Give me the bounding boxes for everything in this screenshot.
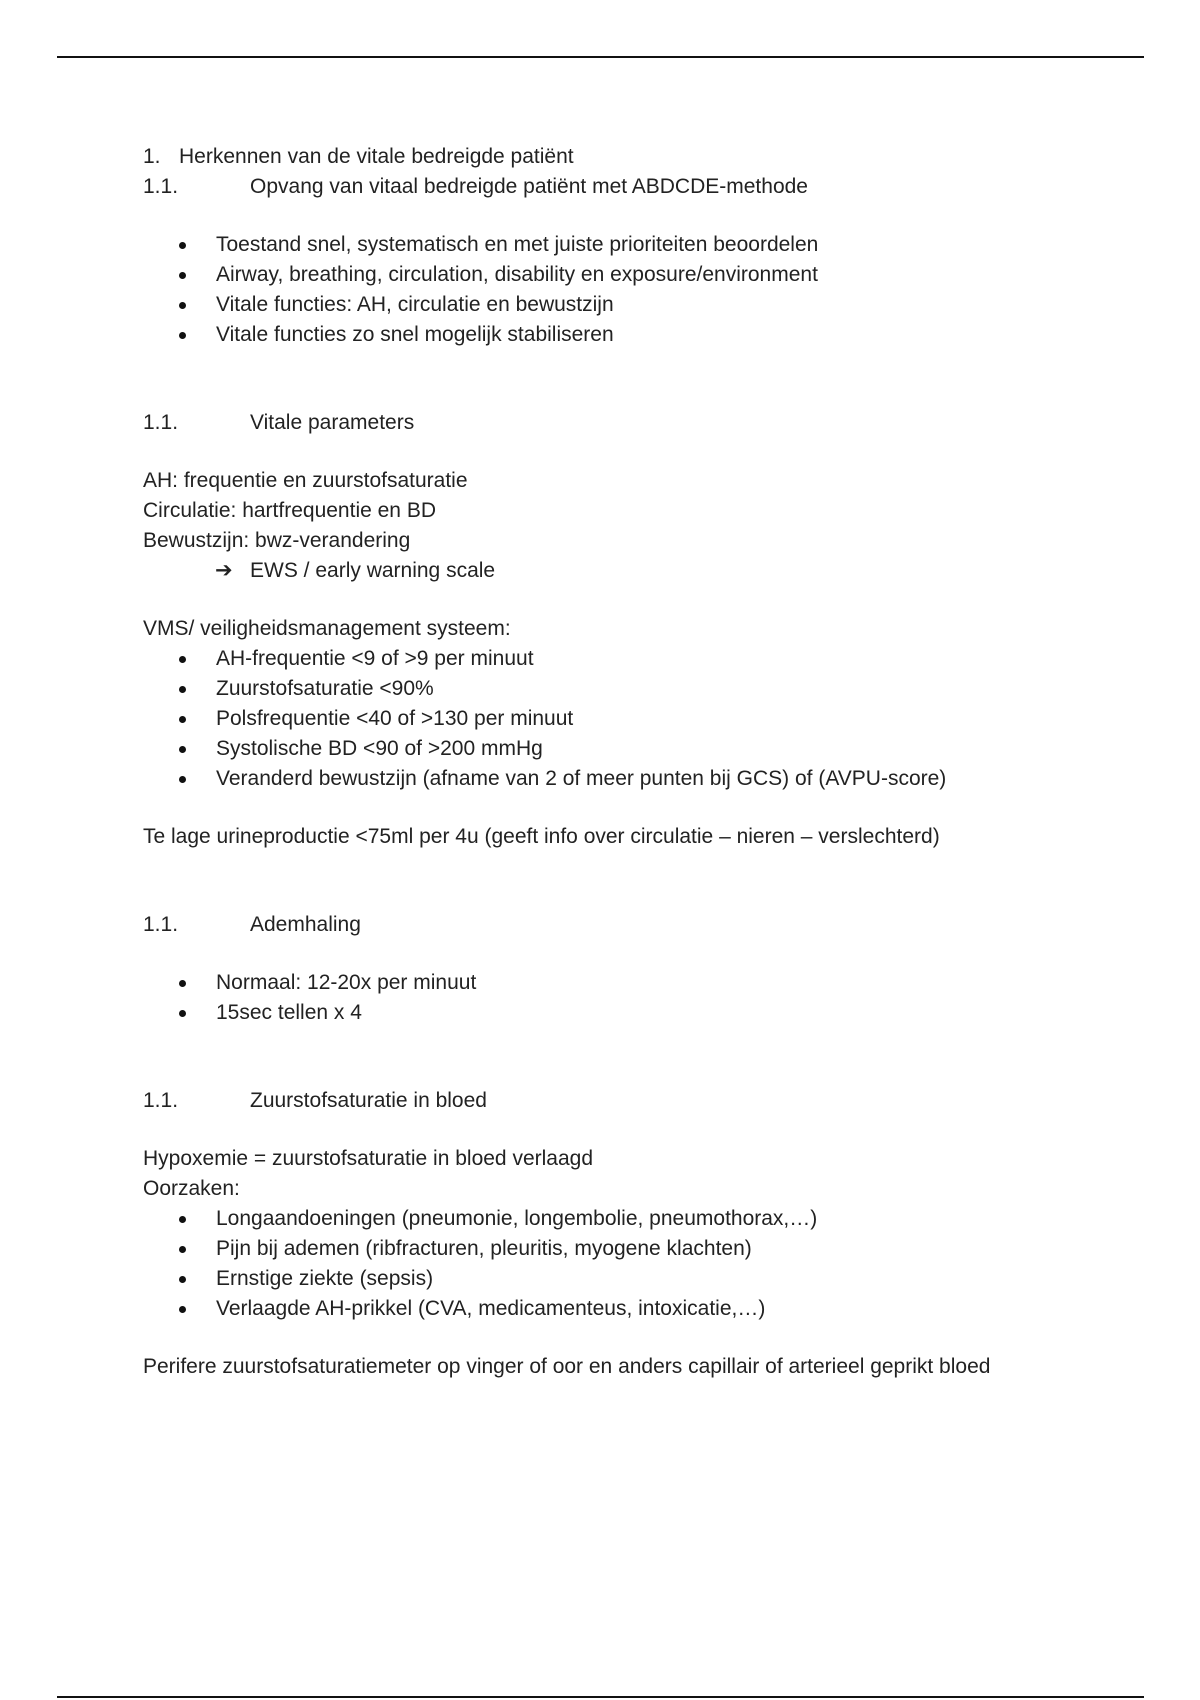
heading-abcde-title: Opvang van vitaal bedreigde patiënt met ABDCDE-methode — [250, 175, 808, 198]
bullet-icon — [179, 776, 186, 783]
ews-text: EWS / early warning scale — [250, 559, 496, 582]
list-item: Vitale functies zo snel mogelijk stabiliseren — [143, 320, 1143, 350]
bullet-icon — [179, 272, 186, 279]
ews-arrow-line — [143, 556, 1143, 586]
urine-note: Te lage urineproductie <75ml per 4u (geeft info over circulatie – nieren – verslechterd) — [143, 825, 940, 848]
footer-rule — [57, 1696, 1144, 1698]
list-item: Systolische BD <90 of >200 mmHg — [143, 734, 1143, 764]
heading-saturatie-title: Zuurstofsaturatie in bloed — [250, 1089, 487, 1112]
list-item: Longaandoeningen (pneumonie, longembolie, pneumothorax,…) — [143, 1204, 1143, 1234]
heading-vitale-parameters — [143, 408, 1143, 438]
heading-ademhaling-title: Ademhaling — [250, 913, 361, 936]
heading-abcde — [143, 172, 1143, 202]
bullet-icon — [179, 1216, 186, 1223]
list-item: Normaal: 12-20x per minuut — [143, 968, 1143, 998]
heading-1-title: Herkennen van de vitale bedreigde patiënt — [179, 145, 574, 168]
paragraph-line: Circulatie: hartfrequentie en BD — [143, 499, 436, 522]
list-item: Ernstige ziekte (sepsis) — [143, 1264, 1143, 1294]
vms-heading: VMS/ veiligheidsmanagement systeem: — [143, 617, 511, 640]
bullet-icon — [179, 1246, 186, 1253]
bullet-icon — [179, 302, 186, 309]
heading-saturatie-number: 1.1. — [143, 1089, 179, 1112]
oorzaken-bullet-list — [143, 1204, 1143, 1324]
vms-bullet-list — [143, 644, 1143, 794]
bullet-icon — [179, 980, 186, 987]
closing-paragraph: Perifere zuurstofsaturatiemeter op vinger of oor en anders capillair of arterieel geprikt bloed — [143, 1355, 991, 1378]
abcde-bullet-list — [143, 230, 1143, 350]
paragraph-line: Bewustzijn: bwz-verandering — [143, 529, 411, 552]
bullet-icon — [179, 1306, 186, 1313]
bullet-icon — [179, 656, 186, 663]
paragraph-line: AH: frequentie en zuurstofsaturatie — [143, 469, 468, 492]
heading-1-number: 1. — [143, 145, 161, 168]
ademhaling-bullet-list — [143, 968, 1143, 1028]
list-item: Toestand snel, systematisch en met juiste prioriteiten beoordelen — [143, 230, 1143, 260]
document-body — [143, 142, 1143, 1382]
bullet-icon — [179, 1276, 186, 1283]
bullet-icon — [179, 686, 186, 693]
list-item: 15sec tellen x 4 — [143, 998, 1143, 1028]
heading-ademhaling — [143, 910, 1143, 940]
bullet-icon — [179, 332, 186, 339]
arrow-right-icon: ➔ — [215, 559, 233, 582]
list-item: Polsfrequentie <40 of >130 per minuut — [143, 704, 1143, 734]
list-item: Airway, breathing, circulation, disability en exposure/environment — [143, 260, 1143, 290]
bullet-icon — [179, 1010, 186, 1017]
header-rule — [57, 56, 1144, 58]
bullet-icon — [179, 746, 186, 753]
heading-vitale-number: 1.1. — [143, 411, 179, 434]
list-item: Vitale functies: AH, circulatie en bewustzijn — [143, 290, 1143, 320]
list-item: AH-frequentie <9 of >9 per minuut — [143, 644, 1143, 674]
bullet-icon — [179, 242, 186, 249]
heading-1 — [143, 142, 1143, 172]
heading-zuurstofsaturatie — [143, 1086, 1143, 1116]
bullet-icon — [179, 716, 186, 723]
list-item: Veranderd bewustzijn (afname van 2 of meer punten bij GCS) of (AVPU-score) — [143, 764, 1143, 794]
list-item: Zuurstofsaturatie <90% — [143, 674, 1143, 704]
heading-vitale-title: Vitale parameters — [250, 411, 415, 434]
heading-abcde-number: 1.1. — [143, 175, 179, 198]
heading-ademhaling-number: 1.1. — [143, 913, 179, 936]
list-item: Pijn bij ademen (ribfracturen, pleuritis, myogene klachten) — [143, 1234, 1143, 1264]
paragraph-line: Hypoxemie = zuurstofsaturatie in bloed verlaagd — [143, 1147, 594, 1170]
paragraph-line: Oorzaken: — [143, 1177, 240, 1200]
list-item: Verlaagde AH-prikkel (CVA, medicamenteus, intoxicatie,…) — [143, 1294, 1143, 1324]
